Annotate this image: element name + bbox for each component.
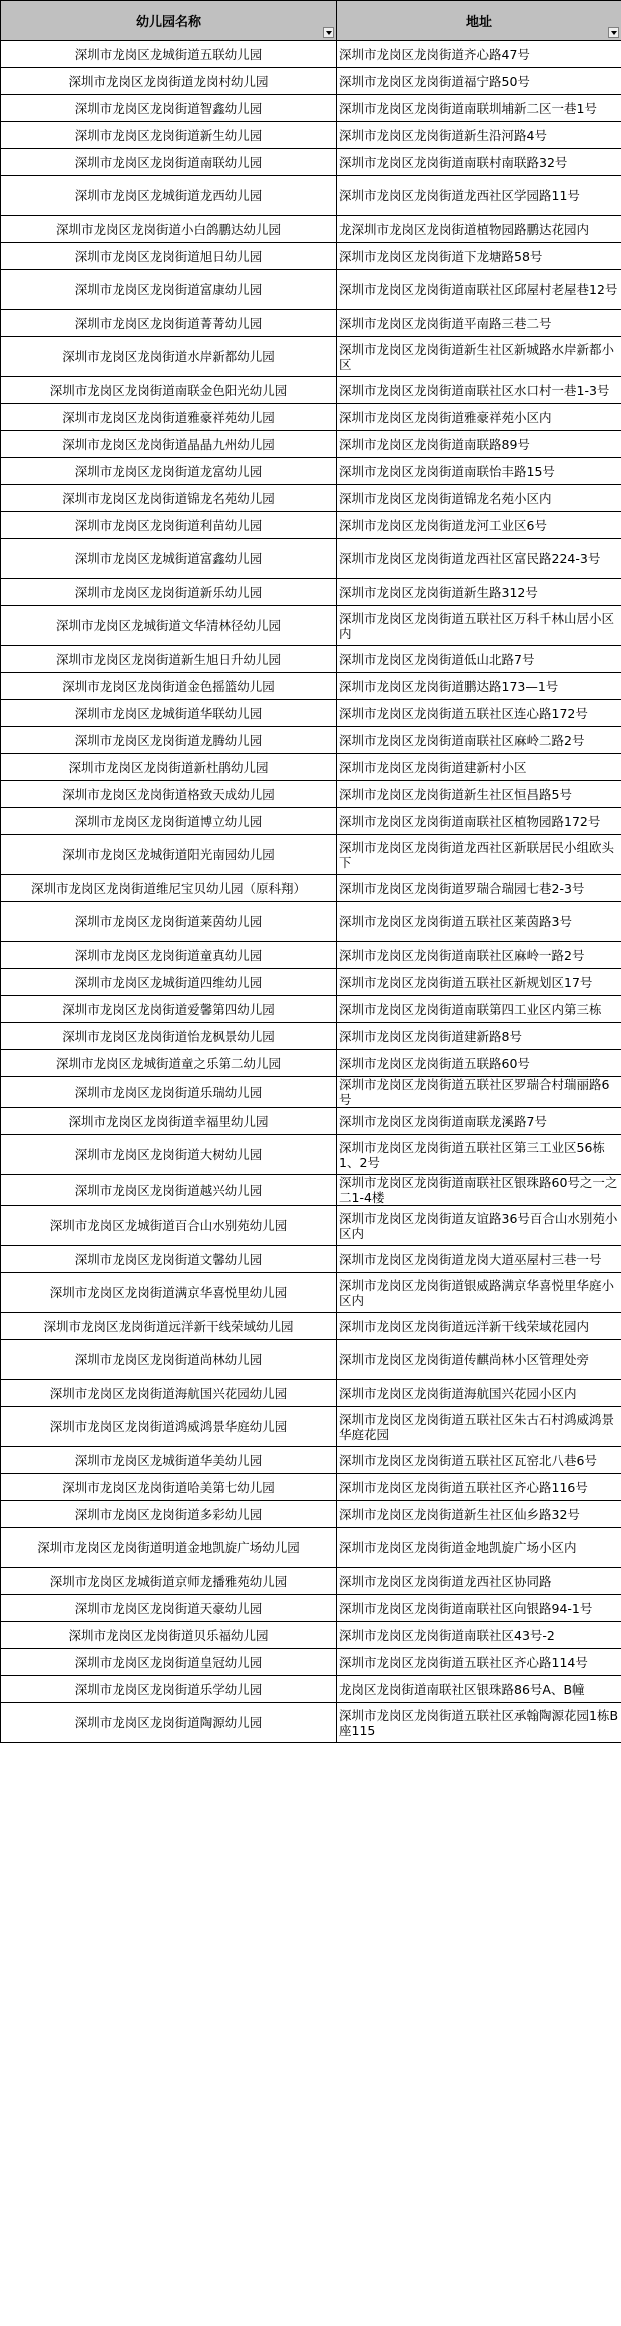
cell-address[interactable]: 深圳市龙岗区龙岗街道鹏达路173—1号 [337, 673, 621, 700]
cell-kindergarten-name[interactable]: 深圳市龙岗区龙岗街道越兴幼儿园 [1, 1175, 337, 1206]
cell-address[interactable]: 深圳市龙岗区龙岗街道新生沿河路4号 [337, 122, 621, 149]
table-row [1, 1273, 621, 1313]
cell-kindergarten-name[interactable]: 深圳市龙岗区龙城街道文华清林径幼儿园 [1, 606, 337, 646]
cell-kindergarten-name[interactable]: 深圳市龙岗区龙岗街道尚林幼儿园 [1, 1340, 337, 1380]
cell-kindergarten-name[interactable]: 深圳市龙岗区龙岗街道陶源幼儿园 [1, 1703, 337, 1743]
table-row [1, 377, 621, 404]
cell-address[interactable]: 深圳市龙岗区龙岗街道南联社区43号-2 [337, 1622, 621, 1649]
table-row [1, 1703, 621, 1743]
cell-kindergarten-name[interactable]: 深圳市龙岗区龙岗街道智鑫幼儿园 [1, 95, 337, 122]
cell-address[interactable]: 深圳市龙岗区龙岗街道南联龙溪路7号 [337, 1108, 621, 1135]
table-row [1, 95, 621, 122]
cell-address[interactable]: 深圳市龙岗区龙岗街道龙河工业区6号 [337, 512, 621, 539]
cell-address[interactable]: 深圳市龙岗区龙岗街道五联社区罗瑞合村瑞丽路6号 [337, 1077, 621, 1108]
cell-kindergarten-name[interactable]: 深圳市龙岗区龙城街道京师龙播雅苑幼儿园 [1, 1568, 337, 1595]
cell-address[interactable]: 龙岗区龙岗街道南联社区银珠路86号A、B幢 [337, 1676, 621, 1703]
table-row [1, 1206, 621, 1246]
cell-address[interactable]: 深圳市龙岗区龙岗街道齐心路47号 [337, 41, 621, 68]
header-address[interactable] [337, 1, 621, 41]
cell-kindergarten-name[interactable]: 深圳市龙岗区龙岗街道幸福里幼儿园 [1, 1108, 337, 1135]
cell-kindergarten-name[interactable]: 深圳市龙岗区龙岗街道远洋新干线荣域幼儿园 [1, 1313, 337, 1340]
table-row [1, 1313, 621, 1340]
cell-address[interactable]: 深圳市龙岗区龙岗街道五联社区第三工业区56栋1、2号 [337, 1135, 621, 1175]
cell-address[interactable]: 龙深圳市龙岗区龙岗街道植物园路鹏达花园内 [337, 216, 621, 243]
cell-kindergarten-name[interactable]: 深圳市龙岗区龙岗街道龙岗村幼儿园 [1, 68, 337, 95]
cell-kindergarten-name[interactable]: 深圳市龙岗区龙岗街道龙腾幼儿园 [1, 727, 337, 754]
cell-address[interactable]: 深圳市龙岗区龙岗街道雅豪祥苑小区内 [337, 404, 621, 431]
cell-address[interactable]: 深圳市龙岗区龙岗街道新生社区恒昌路5号 [337, 781, 621, 808]
cell-address[interactable]: 深圳市龙岗区龙岗街道南联圳埔新二区一巷1号 [337, 95, 621, 122]
table-row [1, 1407, 621, 1447]
table-row [1, 176, 621, 216]
table-row [1, 969, 621, 996]
table-row [1, 1568, 621, 1595]
cell-kindergarten-name[interactable]: 深圳市龙岗区龙城街道百合山水别苑幼儿园 [1, 1206, 337, 1246]
table-row [1, 700, 621, 727]
table-row [1, 122, 621, 149]
table-row [1, 1050, 621, 1077]
cell-kindergarten-name[interactable]: 深圳市龙岗区龙城街道童之乐第二幼儿园 [1, 1050, 337, 1077]
cell-address[interactable]: 深圳市龙岗区龙岗街道下龙塘路58号 [337, 243, 621, 270]
name-filter-dropdown-icon[interactable] [323, 27, 334, 38]
cell-kindergarten-name[interactable]: 深圳市龙岗区龙岗街道海航国兴花园幼儿园 [1, 1380, 337, 1407]
table-row [1, 485, 621, 512]
header-row [1, 1, 621, 41]
cell-kindergarten-name[interactable]: 深圳市龙岗区龙岗街道雅豪祥苑幼儿园 [1, 404, 337, 431]
cell-kindergarten-name[interactable]: 深圳市龙岗区龙城街道五联幼儿园 [1, 41, 337, 68]
table-row [1, 337, 621, 377]
cell-address[interactable]: 深圳市龙岗区龙岗街道南联社区植物园路172号 [337, 808, 621, 835]
cell-kindergarten-name[interactable]: 深圳市龙岗区龙岗街道新乐幼儿园 [1, 579, 337, 606]
cell-address[interactable]: 深圳市龙岗区龙岗街道龙岗大道巫屋村三巷一号 [337, 1246, 621, 1273]
cell-address[interactable]: 深圳市龙岗区龙岗街道南联村南联路32号 [337, 149, 621, 176]
cell-kindergarten-name[interactable]: 深圳市龙岗区龙岗街道新杜鹃幼儿园 [1, 754, 337, 781]
cell-kindergarten-name[interactable]: 深圳市龙岗区龙岗街道多彩幼儿园 [1, 1501, 337, 1528]
table-row [1, 512, 621, 539]
cell-address[interactable]: 深圳市龙岗区龙岗街道五联社区连心路172号 [337, 700, 621, 727]
cell-address[interactable]: 深圳市龙岗区龙岗街道锦龙名苑小区内 [337, 485, 621, 512]
cell-address[interactable]: 深圳市龙岗区龙岗街道五联社区齐心路114号 [337, 1649, 621, 1676]
cell-address[interactable]: 深圳市龙岗区龙岗街道南联社区麻岭二路2号 [337, 727, 621, 754]
cell-kindergarten-name[interactable]: 深圳市龙岗区龙岗街道莱茵幼儿园 [1, 902, 337, 942]
cell-kindergarten-name[interactable]: 深圳市龙岗区龙岗街道贝乐福幼儿园 [1, 1622, 337, 1649]
table-row [1, 243, 621, 270]
cell-address[interactable]: 深圳市龙岗区龙岗街道五联社区新规划区17号 [337, 969, 621, 996]
cell-kindergarten-name[interactable]: 深圳市龙岗区龙城街道阳光南园幼儿园 [1, 835, 337, 875]
cell-kindergarten-name[interactable]: 深圳市龙岗区龙岗街道格致天成幼儿园 [1, 781, 337, 808]
cell-address[interactable]: 深圳市龙岗区龙岗街道南联社区麻岭一路2号 [337, 942, 621, 969]
cell-kindergarten-name[interactable]: 深圳市龙岗区龙城街道龙西幼儿园 [1, 176, 337, 216]
table-row [1, 431, 621, 458]
cell-kindergarten-name[interactable]: 深圳市龙岗区龙岗街道新生幼儿园 [1, 122, 337, 149]
cell-address[interactable]: 深圳市龙岗区龙岗街道南联社区水口村一巷1-3号 [337, 377, 621, 404]
table-row [1, 404, 621, 431]
cell-kindergarten-name[interactable]: 深圳市龙岗区龙岗街道童真幼儿园 [1, 942, 337, 969]
table-row [1, 606, 621, 646]
cell-address[interactable]: 深圳市龙岗区龙岗街道五联社区承翰陶源花园1栋B座115 [337, 1703, 621, 1743]
table-row [1, 1474, 621, 1501]
table-row [1, 875, 621, 902]
cell-address[interactable]: 深圳市龙岗区龙岗街道五联社区万科千林山居小区内 [337, 606, 621, 646]
cell-address[interactable]: 深圳市龙岗区龙岗街道海航国兴花园小区内 [337, 1380, 621, 1407]
cell-address[interactable]: 深圳市龙岗区龙岗街道金地凯旋广场小区内 [337, 1528, 621, 1568]
table-body [1, 41, 621, 1743]
cell-address[interactable]: 深圳市龙岗区龙岗街道建新路8号 [337, 1023, 621, 1050]
cell-address[interactable]: 深圳市龙岗区龙岗街道平南路三巷二号 [337, 310, 621, 337]
cell-kindergarten-name[interactable]: 深圳市龙岗区龙岗街道小白鸽鹏达幼儿园 [1, 216, 337, 243]
table-row [1, 1246, 621, 1273]
cell-kindergarten-name[interactable]: 深圳市龙岗区龙岗街道富康幼儿园 [1, 270, 337, 310]
table-row [1, 1676, 621, 1703]
cell-kindergarten-name[interactable]: 深圳市龙岗区龙岗街道天豪幼儿园 [1, 1595, 337, 1622]
cell-kindergarten-name[interactable]: 深圳市龙岗区龙岗街道晶晶九州幼儿园 [1, 431, 337, 458]
cell-address[interactable]: 深圳市龙岗区龙岗街道五联社区齐心路116号 [337, 1474, 621, 1501]
cell-kindergarten-name[interactable]: 深圳市龙岗区龙岗街道龙富幼儿园 [1, 458, 337, 485]
cell-kindergarten-name[interactable]: 深圳市龙岗区龙岗街道菁菁幼儿园 [1, 310, 337, 337]
cell-kindergarten-name[interactable]: 深圳市龙岗区龙岗街道南联金色阳光幼儿园 [1, 377, 337, 404]
table-row [1, 216, 621, 243]
cell-kindergarten-name[interactable]: 深圳市龙岗区龙岗街道鸿威鸿景华庭幼儿园 [1, 1407, 337, 1447]
cell-kindergarten-name[interactable]: 深圳市龙岗区龙岗街道怡龙枫景幼儿园 [1, 1023, 337, 1050]
cell-address[interactable]: 深圳市龙岗区龙岗街道南联路89号 [337, 431, 621, 458]
header-kindergarten-name[interactable] [1, 1, 337, 41]
cell-address[interactable]: 深圳市龙岗区龙岗街道新生社区仙乡路32号 [337, 1501, 621, 1528]
table-row [1, 835, 621, 875]
cell-kindergarten-name[interactable]: 深圳市龙岗区龙岗街道哈美第七幼儿园 [1, 1474, 337, 1501]
cell-kindergarten-name[interactable]: 深圳市龙岗区龙岗街道南联幼儿园 [1, 149, 337, 176]
cell-address[interactable]: 深圳市龙岗区龙岗街道五联社区瓦窑北八巷6号 [337, 1447, 621, 1474]
table-row [1, 1649, 621, 1676]
table-row [1, 579, 621, 606]
cell-kindergarten-name[interactable]: 深圳市龙岗区龙岗街道博立幼儿园 [1, 808, 337, 835]
table-row [1, 458, 621, 485]
cell-kindergarten-name[interactable]: 深圳市龙岗区龙城街道华美幼儿园 [1, 1447, 337, 1474]
header-address-label: 地址 [465, 15, 492, 30]
table-row [1, 539, 621, 579]
table-row [1, 41, 621, 68]
cell-kindergarten-name[interactable]: 深圳市龙岗区龙岗街道明道金地凯旋广场幼儿园 [1, 1528, 337, 1568]
table-row [1, 1175, 621, 1206]
table-row [1, 727, 621, 754]
table-row [1, 1595, 621, 1622]
cell-address[interactable]: 深圳市龙岗区龙岗街道低山北路7号 [337, 646, 621, 673]
cell-address[interactable]: 深圳市龙岗区龙岗街道五联社区朱古石村鸿威鸿景华庭花园 [337, 1407, 621, 1447]
cell-kindergarten-name[interactable]: 深圳市龙岗区龙岗街道旭日幼儿园 [1, 243, 337, 270]
cell-address[interactable]: 深圳市龙岗区龙岗街道传麒尚林小区管理处旁 [337, 1340, 621, 1380]
cell-address[interactable]: 深圳市龙岗区龙岗街道龙西社区学园路11号 [337, 176, 621, 216]
cell-address[interactable]: 深圳市龙岗区龙岗街道罗瑞合瑞园七巷2-3号 [337, 875, 621, 902]
table-row [1, 646, 621, 673]
table-row [1, 1380, 621, 1407]
header-name-label: 幼儿园名称 [135, 15, 201, 30]
table-row [1, 1108, 621, 1135]
table-row [1, 1340, 621, 1380]
cell-kindergarten-name[interactable]: 深圳市龙岗区龙岗街道利苗幼儿园 [1, 512, 337, 539]
cell-kindergarten-name[interactable]: 深圳市龙岗区龙岗街道爱馨第四幼儿园 [1, 996, 337, 1023]
cell-kindergarten-name[interactable]: 深圳市龙岗区龙岗街道乐学幼儿园 [1, 1676, 337, 1703]
cell-kindergarten-name[interactable]: 深圳市龙岗区龙岗街道锦龙名苑幼儿园 [1, 485, 337, 512]
cell-kindergarten-name[interactable]: 深圳市龙岗区龙岗街道金色摇篮幼儿园 [1, 673, 337, 700]
table-row [1, 1622, 621, 1649]
cell-address[interactable]: 深圳市龙岗区龙岗街道南联社区邱屋村老屋巷12号 [337, 270, 621, 310]
cell-address[interactable]: 深圳市龙岗区龙岗街道新生社区新城路水岸新都小区 [337, 337, 621, 377]
cell-kindergarten-name[interactable]: 深圳市龙岗区龙岗街道大树幼儿园 [1, 1135, 337, 1175]
cell-address[interactable]: 深圳市龙岗区龙岗街道龙西社区富民路224-3号 [337, 539, 621, 579]
cell-address[interactable]: 深圳市龙岗区龙岗街道福宁路50号 [337, 68, 621, 95]
cell-kindergarten-name[interactable]: 深圳市龙岗区龙岗街道水岸新都幼儿园 [1, 337, 337, 377]
cell-address[interactable]: 深圳市龙岗区龙岗街道南联怡丰路15号 [337, 458, 621, 485]
cell-kindergarten-name[interactable]: 深圳市龙岗区龙城街道华联幼儿园 [1, 700, 337, 727]
cell-address[interactable]: 深圳市龙岗区龙岗街道五联社区莱茵路3号 [337, 902, 621, 942]
cell-address[interactable]: 深圳市龙岗区龙岗街道南联社区银珠路60号之一之二1-4楼 [337, 1175, 621, 1206]
table-row [1, 68, 621, 95]
cell-address[interactable]: 深圳市龙岗区龙岗街道远洋新干线荣域花园内 [337, 1313, 621, 1340]
table-row [1, 270, 621, 310]
table-row [1, 781, 621, 808]
cell-address[interactable]: 深圳市龙岗区龙岗街道南联第四工业区内第三栋 [337, 996, 621, 1023]
cell-kindergarten-name[interactable]: 深圳市龙岗区龙岗街道新生旭日升幼儿园 [1, 646, 337, 673]
cell-address[interactable]: 深圳市龙岗区龙岗街道南联社区向银路94-1号 [337, 1595, 621, 1622]
cell-kindergarten-name[interactable]: 深圳市龙岗区龙岗街道乐瑞幼儿园 [1, 1077, 337, 1108]
cell-address[interactable]: 深圳市龙岗区龙岗街道新生路312号 [337, 579, 621, 606]
cell-address[interactable]: 深圳市龙岗区龙岗街道龙西社区协同路 [337, 1568, 621, 1595]
cell-address[interactable]: 深圳市龙岗区龙岗街道银威路满京华喜悦里华庭小区内 [337, 1273, 621, 1313]
cell-kindergarten-name[interactable]: 深圳市龙岗区龙城街道富鑫幼儿园 [1, 539, 337, 579]
table-row [1, 1501, 621, 1528]
table-row [1, 149, 621, 176]
table-row [1, 1135, 621, 1175]
cell-address[interactable]: 深圳市龙岗区龙岗街道五联路60号 [337, 1050, 621, 1077]
cell-kindergarten-name[interactable]: 深圳市龙岗区龙岗街道文馨幼儿园 [1, 1246, 337, 1273]
table-row [1, 1077, 621, 1108]
table-row [1, 310, 621, 337]
table-row [1, 1447, 621, 1474]
address-filter-dropdown-icon[interactable] [608, 27, 619, 38]
cell-kindergarten-name[interactable]: 深圳市龙岗区龙岗街道维尼宝贝幼儿园（原科翔） [1, 875, 337, 902]
cell-address[interactable]: 深圳市龙岗区龙岗街道龙西社区新联居民小组欧头下 [337, 835, 621, 875]
table-row [1, 1528, 621, 1568]
table-row [1, 902, 621, 942]
table-row [1, 942, 621, 969]
table-row [1, 996, 621, 1023]
table-row [1, 808, 621, 835]
cell-address[interactable]: 深圳市龙岗区龙岗街道友谊路36号百合山水别苑小区内 [337, 1206, 621, 1246]
table-row [1, 1023, 621, 1050]
table-row [1, 673, 621, 700]
cell-address[interactable]: 深圳市龙岗区龙岗街道建新村小区 [337, 754, 621, 781]
cell-kindergarten-name[interactable]: 深圳市龙岗区龙岗街道皇冠幼儿园 [1, 1649, 337, 1676]
cell-kindergarten-name[interactable]: 深圳市龙岗区龙岗街道满京华喜悦里幼儿园 [1, 1273, 337, 1313]
table-row [1, 754, 621, 781]
cell-kindergarten-name[interactable]: 深圳市龙岗区龙城街道四维幼儿园 [1, 969, 337, 996]
